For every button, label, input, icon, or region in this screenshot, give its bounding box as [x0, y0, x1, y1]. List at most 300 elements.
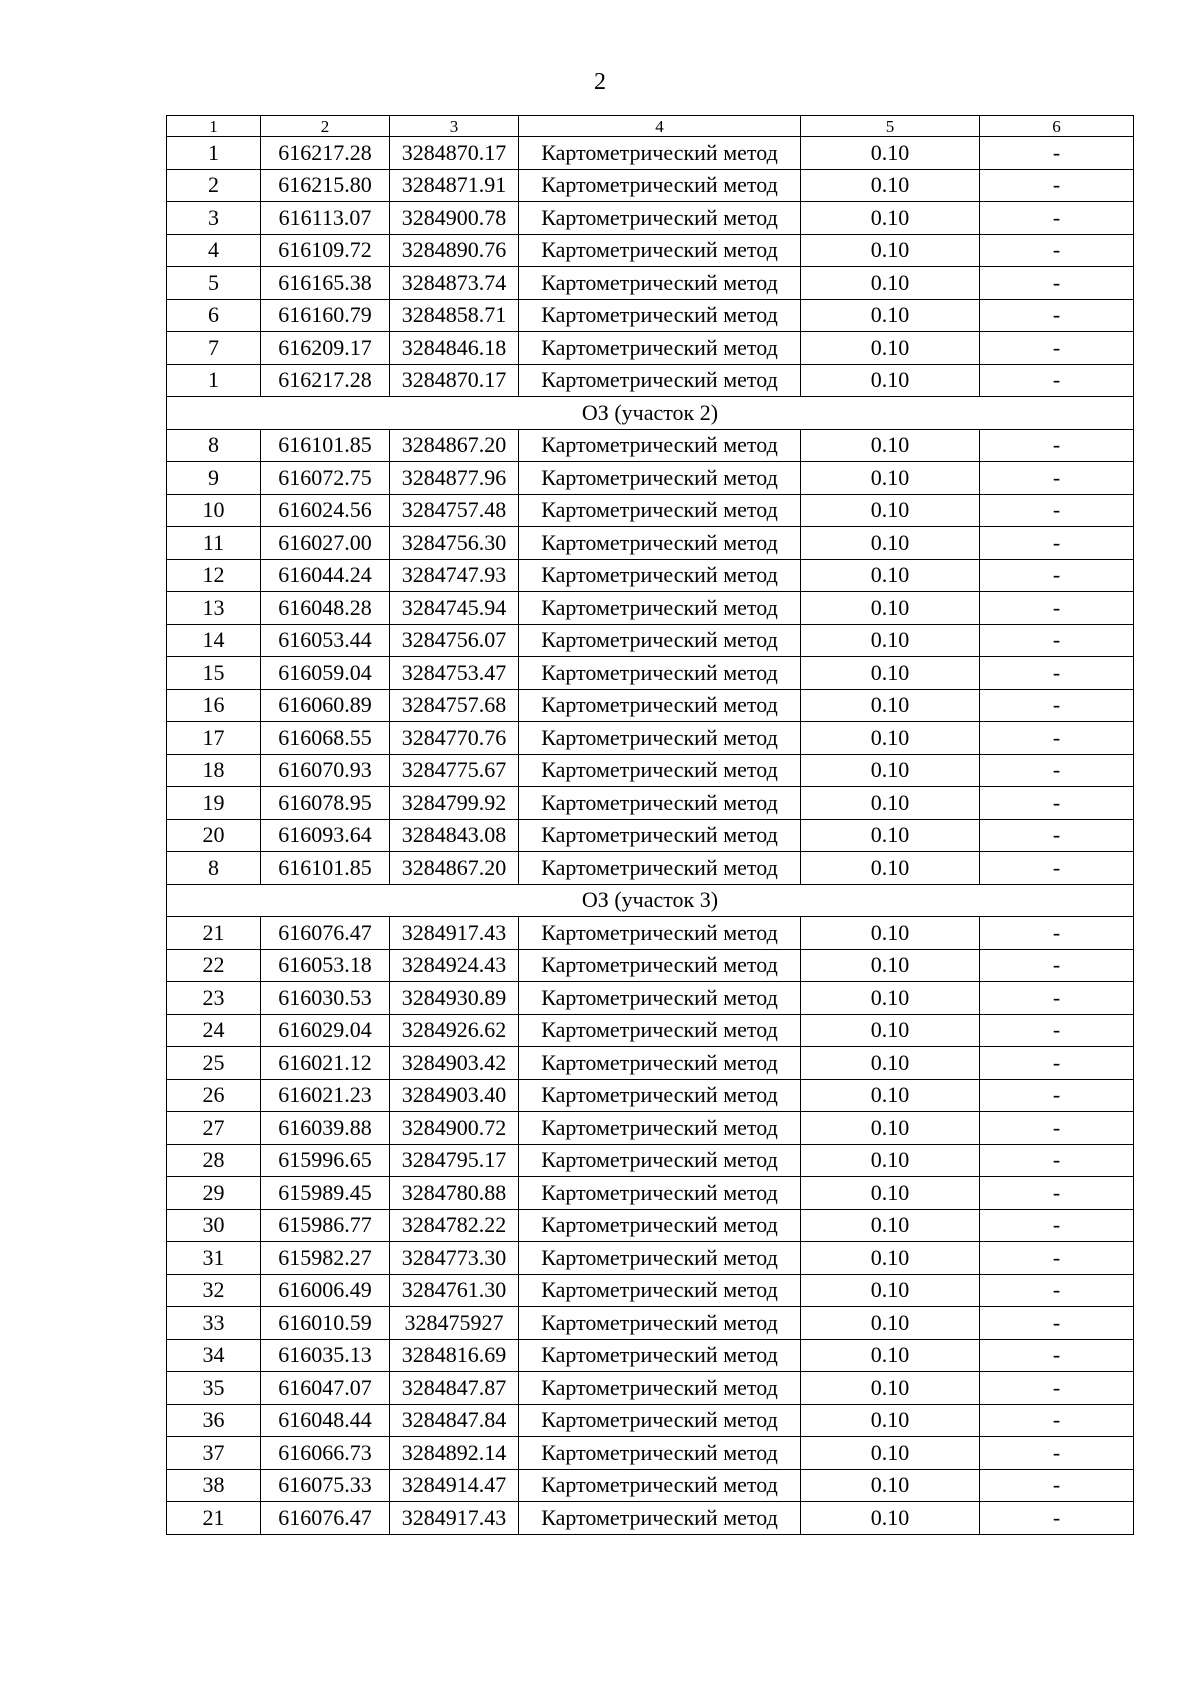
- point-number-cell: 21: [167, 917, 261, 950]
- header-cell: 6: [980, 116, 1134, 137]
- point-number-cell: 6: [167, 299, 261, 332]
- table-row: [167, 1372, 1134, 1405]
- x-coordinate-cell: 616217.28: [261, 364, 390, 397]
- table-row: [167, 624, 1134, 657]
- table-row: [167, 299, 1134, 332]
- point-number-cell: 30: [167, 1209, 261, 1242]
- table-row: [167, 1339, 1134, 1372]
- accuracy-cell: 0.10: [801, 1469, 980, 1502]
- table-row: [167, 234, 1134, 267]
- note-cell: -: [980, 1307, 1134, 1340]
- method-cell: Картометрический метод: [519, 1047, 801, 1080]
- note-cell: -: [980, 169, 1134, 202]
- point-number-cell: 5: [167, 267, 261, 300]
- table-row: [167, 1079, 1134, 1112]
- point-number-cell: 21: [167, 1502, 261, 1535]
- point-number-cell: 31: [167, 1242, 261, 1275]
- method-cell: Картометрический метод: [519, 202, 801, 235]
- accuracy-cell: 0.10: [801, 624, 980, 657]
- point-number-cell: 35: [167, 1372, 261, 1405]
- accuracy-cell: 0.10: [801, 462, 980, 495]
- accuracy-cell: 0.10: [801, 1014, 980, 1047]
- method-cell: Картометрический метод: [519, 1144, 801, 1177]
- method-cell: Картометрический метод: [519, 982, 801, 1015]
- point-number-cell: 8: [167, 429, 261, 462]
- method-cell: Картометрический метод: [519, 624, 801, 657]
- x-coordinate-cell: 616029.04: [261, 1014, 390, 1047]
- point-number-cell: 11: [167, 527, 261, 560]
- y-coordinate-cell: 3284847.84: [390, 1404, 519, 1437]
- y-coordinate-cell: 3284903.42: [390, 1047, 519, 1080]
- y-coordinate-cell: 3284775.67: [390, 754, 519, 787]
- section-title-row: [167, 397, 1134, 430]
- y-coordinate-cell: 3284770.76: [390, 722, 519, 755]
- table-row: [167, 462, 1134, 495]
- y-coordinate-cell: 3284871.91: [390, 169, 519, 202]
- table-row: [167, 1404, 1134, 1437]
- accuracy-cell: 0.10: [801, 1307, 980, 1340]
- x-coordinate-cell: 616044.24: [261, 559, 390, 592]
- point-number-cell: 14: [167, 624, 261, 657]
- y-coordinate-cell: 3284914.47: [390, 1469, 519, 1502]
- note-cell: -: [980, 1502, 1134, 1535]
- header-cell: 2: [261, 116, 390, 137]
- table-row: [167, 852, 1134, 885]
- accuracy-cell: 0.10: [801, 982, 980, 1015]
- accuracy-cell: 0.10: [801, 1047, 980, 1080]
- note-cell: -: [980, 787, 1134, 820]
- point-number-cell: 9: [167, 462, 261, 495]
- x-coordinate-cell: 615996.65: [261, 1144, 390, 1177]
- point-number-cell: 28: [167, 1144, 261, 1177]
- y-coordinate-cell: 3284900.72: [390, 1112, 519, 1145]
- accuracy-cell: 0.10: [801, 299, 980, 332]
- accuracy-cell: 0.10: [801, 949, 980, 982]
- accuracy-cell: 0.10: [801, 1404, 980, 1437]
- header-cell: 4: [519, 116, 801, 137]
- point-number-cell: 26: [167, 1079, 261, 1112]
- x-coordinate-cell: 616027.00: [261, 527, 390, 560]
- point-number-cell: 23: [167, 982, 261, 1015]
- x-coordinate-cell: 616093.64: [261, 819, 390, 852]
- table-row: [167, 657, 1134, 690]
- accuracy-cell: 0.10: [801, 1372, 980, 1405]
- method-cell: Картометрический метод: [519, 1209, 801, 1242]
- x-coordinate-cell: 616215.80: [261, 169, 390, 202]
- table-row: [167, 1209, 1134, 1242]
- point-number-cell: 3: [167, 202, 261, 235]
- method-cell: Картометрический метод: [519, 462, 801, 495]
- y-coordinate-cell: 3284757.68: [390, 689, 519, 722]
- point-number-cell: 32: [167, 1274, 261, 1307]
- coordinates-table: [166, 115, 1134, 1535]
- accuracy-cell: 0.10: [801, 689, 980, 722]
- table-row: [167, 1307, 1134, 1340]
- accuracy-cell: 0.10: [801, 1079, 980, 1112]
- x-coordinate-cell: 615986.77: [261, 1209, 390, 1242]
- point-number-cell: 15: [167, 657, 261, 690]
- method-cell: Картометрический метод: [519, 1372, 801, 1405]
- table-row: [167, 722, 1134, 755]
- note-cell: -: [980, 429, 1134, 462]
- table-row: [167, 267, 1134, 300]
- x-coordinate-cell: 616021.12: [261, 1047, 390, 1080]
- table-row: [167, 494, 1134, 527]
- table-row: [167, 1177, 1134, 1210]
- method-cell: Картометрический метод: [519, 137, 801, 170]
- y-coordinate-cell: 3284757.48: [390, 494, 519, 527]
- x-coordinate-cell: 616030.53: [261, 982, 390, 1015]
- y-coordinate-cell: 3284745.94: [390, 592, 519, 625]
- accuracy-cell: 0.10: [801, 1502, 980, 1535]
- accuracy-cell: 0.10: [801, 202, 980, 235]
- x-coordinate-cell: 616209.17: [261, 332, 390, 365]
- accuracy-cell: 0.10: [801, 169, 980, 202]
- accuracy-cell: 0.10: [801, 1209, 980, 1242]
- table-row: [167, 1144, 1134, 1177]
- note-cell: -: [980, 559, 1134, 592]
- point-number-cell: 19: [167, 787, 261, 820]
- note-cell: -: [980, 657, 1134, 690]
- note-cell: -: [980, 1372, 1134, 1405]
- method-cell: Картометрический метод: [519, 559, 801, 592]
- y-coordinate-cell: 3284847.87: [390, 1372, 519, 1405]
- accuracy-cell: 0.10: [801, 234, 980, 267]
- note-cell: -: [980, 202, 1134, 235]
- y-coordinate-cell: 3284924.43: [390, 949, 519, 982]
- table-row: [167, 429, 1134, 462]
- accuracy-cell: 0.10: [801, 1437, 980, 1470]
- point-number-cell: 17: [167, 722, 261, 755]
- x-coordinate-cell: 615982.27: [261, 1242, 390, 1275]
- method-cell: Картометрический метод: [519, 1469, 801, 1502]
- note-cell: -: [980, 1112, 1134, 1145]
- y-coordinate-cell: 3284773.30: [390, 1242, 519, 1275]
- table-row: [167, 592, 1134, 625]
- table-row: [167, 787, 1134, 820]
- method-cell: Картометрический метод: [519, 1014, 801, 1047]
- table-row: [167, 1274, 1134, 1307]
- x-coordinate-cell: 616068.55: [261, 722, 390, 755]
- table-row: [167, 332, 1134, 365]
- note-cell: -: [980, 527, 1134, 560]
- note-cell: -: [980, 1014, 1134, 1047]
- x-coordinate-cell: 616035.13: [261, 1339, 390, 1372]
- method-cell: Картометрический метод: [519, 787, 801, 820]
- method-cell: Картометрический метод: [519, 754, 801, 787]
- point-number-cell: 24: [167, 1014, 261, 1047]
- accuracy-cell: 0.10: [801, 852, 980, 885]
- method-cell: Картометрический метод: [519, 429, 801, 462]
- note-cell: -: [980, 299, 1134, 332]
- note-cell: -: [980, 949, 1134, 982]
- y-coordinate-cell: 3284900.78: [390, 202, 519, 235]
- header-cell: 1: [167, 116, 261, 137]
- y-coordinate-cell: 3284747.93: [390, 559, 519, 592]
- note-cell: -: [980, 137, 1134, 170]
- point-number-cell: 25: [167, 1047, 261, 1080]
- header-cell: 3: [390, 116, 519, 137]
- method-cell: Картометрический метод: [519, 819, 801, 852]
- y-coordinate-cell: 3284867.20: [390, 852, 519, 885]
- y-coordinate-cell: 3284870.17: [390, 137, 519, 170]
- note-cell: -: [980, 624, 1134, 657]
- header-cell: 5: [801, 116, 980, 137]
- point-number-cell: 37: [167, 1437, 261, 1470]
- table-row: [167, 1242, 1134, 1275]
- note-cell: -: [980, 1242, 1134, 1275]
- note-cell: -: [980, 982, 1134, 1015]
- method-cell: Картометрический метод: [519, 1112, 801, 1145]
- table-row: [167, 169, 1134, 202]
- accuracy-cell: 0.10: [801, 1144, 980, 1177]
- note-cell: -: [980, 1047, 1134, 1080]
- x-coordinate-cell: 616048.28: [261, 592, 390, 625]
- accuracy-cell: 0.10: [801, 1242, 980, 1275]
- accuracy-cell: 0.10: [801, 592, 980, 625]
- y-coordinate-cell: 3284799.92: [390, 787, 519, 820]
- table-header-row: [167, 116, 1134, 137]
- table-row: [167, 202, 1134, 235]
- point-number-cell: 8: [167, 852, 261, 885]
- method-cell: Картометрический метод: [519, 1079, 801, 1112]
- note-cell: -: [980, 332, 1134, 365]
- y-coordinate-cell: 3284782.22: [390, 1209, 519, 1242]
- y-coordinate-cell: 328475927: [390, 1307, 519, 1340]
- method-cell: Картометрический метод: [519, 1437, 801, 1470]
- table-row: [167, 364, 1134, 397]
- point-number-cell: 36: [167, 1404, 261, 1437]
- accuracy-cell: 0.10: [801, 559, 980, 592]
- x-coordinate-cell: 616024.56: [261, 494, 390, 527]
- y-coordinate-cell: 3284892.14: [390, 1437, 519, 1470]
- y-coordinate-cell: 3284867.20: [390, 429, 519, 462]
- section-title: ОЗ (участок 3): [167, 884, 1134, 917]
- method-cell: Картометрический метод: [519, 657, 801, 690]
- accuracy-cell: 0.10: [801, 1274, 980, 1307]
- x-coordinate-cell: 616053.18: [261, 949, 390, 982]
- point-number-cell: 38: [167, 1469, 261, 1502]
- table-row: [167, 917, 1134, 950]
- method-cell: Картометрический метод: [519, 169, 801, 202]
- point-number-cell: 16: [167, 689, 261, 722]
- table-row: [167, 754, 1134, 787]
- x-coordinate-cell: 616075.33: [261, 1469, 390, 1502]
- accuracy-cell: 0.10: [801, 429, 980, 462]
- method-cell: Картометрический метод: [519, 1404, 801, 1437]
- table-row: [167, 689, 1134, 722]
- accuracy-cell: 0.10: [801, 722, 980, 755]
- point-number-cell: 1: [167, 137, 261, 170]
- section-title-row: [167, 884, 1134, 917]
- method-cell: Картометрический метод: [519, 267, 801, 300]
- y-coordinate-cell: 3284761.30: [390, 1274, 519, 1307]
- y-coordinate-cell: 3284780.88: [390, 1177, 519, 1210]
- x-coordinate-cell: 616101.85: [261, 429, 390, 462]
- x-coordinate-cell: 616101.85: [261, 852, 390, 885]
- y-coordinate-cell: 3284846.18: [390, 332, 519, 365]
- y-coordinate-cell: 3284870.17: [390, 364, 519, 397]
- table-row: [167, 1014, 1134, 1047]
- accuracy-cell: 0.10: [801, 657, 980, 690]
- x-coordinate-cell: 616021.23: [261, 1079, 390, 1112]
- note-cell: -: [980, 1469, 1134, 1502]
- note-cell: -: [980, 819, 1134, 852]
- note-cell: -: [980, 1079, 1134, 1112]
- y-coordinate-cell: 3284926.62: [390, 1014, 519, 1047]
- table-row: [167, 559, 1134, 592]
- x-coordinate-cell: 616066.73: [261, 1437, 390, 1470]
- y-coordinate-cell: 3284930.89: [390, 982, 519, 1015]
- x-coordinate-cell: 616070.93: [261, 754, 390, 787]
- point-number-cell: 1: [167, 364, 261, 397]
- y-coordinate-cell: 3284858.71: [390, 299, 519, 332]
- point-number-cell: 12: [167, 559, 261, 592]
- point-number-cell: 2: [167, 169, 261, 202]
- x-coordinate-cell: 616010.59: [261, 1307, 390, 1340]
- point-number-cell: 22: [167, 949, 261, 982]
- x-coordinate-cell: 616053.44: [261, 624, 390, 657]
- accuracy-cell: 0.10: [801, 137, 980, 170]
- x-coordinate-cell: 616076.47: [261, 1502, 390, 1535]
- point-number-cell: 10: [167, 494, 261, 527]
- x-coordinate-cell: 616039.88: [261, 1112, 390, 1145]
- note-cell: -: [980, 1437, 1134, 1470]
- note-cell: -: [980, 722, 1134, 755]
- x-coordinate-cell: 616078.95: [261, 787, 390, 820]
- accuracy-cell: 0.10: [801, 364, 980, 397]
- x-coordinate-cell: 616165.38: [261, 267, 390, 300]
- x-coordinate-cell: 616006.49: [261, 1274, 390, 1307]
- y-coordinate-cell: 3284816.69: [390, 1339, 519, 1372]
- table-row: [167, 1502, 1134, 1535]
- y-coordinate-cell: 3284873.74: [390, 267, 519, 300]
- note-cell: -: [980, 917, 1134, 950]
- x-coordinate-cell: 616160.79: [261, 299, 390, 332]
- accuracy-cell: 0.10: [801, 1177, 980, 1210]
- accuracy-cell: 0.10: [801, 1112, 980, 1145]
- method-cell: Картометрический метод: [519, 1307, 801, 1340]
- table-body: [167, 116, 1134, 1535]
- note-cell: -: [980, 1209, 1134, 1242]
- y-coordinate-cell: 3284877.96: [390, 462, 519, 495]
- table-row: [167, 1469, 1134, 1502]
- x-coordinate-cell: 616048.44: [261, 1404, 390, 1437]
- method-cell: Картометрический метод: [519, 1177, 801, 1210]
- accuracy-cell: 0.10: [801, 1339, 980, 1372]
- point-number-cell: 27: [167, 1112, 261, 1145]
- table-row: [167, 527, 1134, 560]
- note-cell: -: [980, 754, 1134, 787]
- note-cell: -: [980, 364, 1134, 397]
- method-cell: Картометрический метод: [519, 689, 801, 722]
- point-number-cell: 29: [167, 1177, 261, 1210]
- x-coordinate-cell: 616060.89: [261, 689, 390, 722]
- y-coordinate-cell: 3284917.43: [390, 1502, 519, 1535]
- note-cell: -: [980, 494, 1134, 527]
- note-cell: -: [980, 1339, 1134, 1372]
- note-cell: -: [980, 592, 1134, 625]
- method-cell: Картометрический метод: [519, 722, 801, 755]
- y-coordinate-cell: 3284756.07: [390, 624, 519, 657]
- y-coordinate-cell: 3284753.47: [390, 657, 519, 690]
- method-cell: Картометрический метод: [519, 494, 801, 527]
- method-cell: Картометрический метод: [519, 234, 801, 267]
- accuracy-cell: 0.10: [801, 332, 980, 365]
- accuracy-cell: 0.10: [801, 917, 980, 950]
- section-title: ОЗ (участок 2): [167, 397, 1134, 430]
- y-coordinate-cell: 3284917.43: [390, 917, 519, 950]
- x-coordinate-cell: 616072.75: [261, 462, 390, 495]
- x-coordinate-cell: 616113.07: [261, 202, 390, 235]
- y-coordinate-cell: 3284795.17: [390, 1144, 519, 1177]
- accuracy-cell: 0.10: [801, 787, 980, 820]
- accuracy-cell: 0.10: [801, 527, 980, 560]
- y-coordinate-cell: 3284890.76: [390, 234, 519, 267]
- method-cell: Картометрический метод: [519, 852, 801, 885]
- x-coordinate-cell: 615989.45: [261, 1177, 390, 1210]
- method-cell: Картометрический метод: [519, 592, 801, 625]
- x-coordinate-cell: 616076.47: [261, 917, 390, 950]
- point-number-cell: 18: [167, 754, 261, 787]
- method-cell: Картометрический метод: [519, 1274, 801, 1307]
- page-number: 2: [594, 69, 606, 95]
- table-row: [167, 949, 1134, 982]
- point-number-cell: 7: [167, 332, 261, 365]
- note-cell: -: [980, 462, 1134, 495]
- method-cell: Картометрический метод: [519, 1502, 801, 1535]
- x-coordinate-cell: 616059.04: [261, 657, 390, 690]
- note-cell: -: [980, 234, 1134, 267]
- note-cell: -: [980, 267, 1134, 300]
- x-coordinate-cell: 616109.72: [261, 234, 390, 267]
- method-cell: Картометрический метод: [519, 949, 801, 982]
- y-coordinate-cell: 3284756.30: [390, 527, 519, 560]
- accuracy-cell: 0.10: [801, 819, 980, 852]
- table-row: [167, 982, 1134, 1015]
- method-cell: Картометрический метод: [519, 1242, 801, 1275]
- method-cell: Картометрический метод: [519, 332, 801, 365]
- note-cell: -: [980, 1404, 1134, 1437]
- note-cell: -: [980, 689, 1134, 722]
- accuracy-cell: 0.10: [801, 267, 980, 300]
- x-coordinate-cell: 616217.28: [261, 137, 390, 170]
- point-number-cell: 13: [167, 592, 261, 625]
- point-number-cell: 33: [167, 1307, 261, 1340]
- table-row: [167, 1437, 1134, 1470]
- y-coordinate-cell: 3284843.08: [390, 819, 519, 852]
- table-row: [167, 137, 1134, 170]
- point-number-cell: 34: [167, 1339, 261, 1372]
- table-row: [167, 819, 1134, 852]
- point-number-cell: 20: [167, 819, 261, 852]
- method-cell: Картометрический метод: [519, 364, 801, 397]
- table-row: [167, 1112, 1134, 1145]
- accuracy-cell: 0.10: [801, 754, 980, 787]
- table-row: [167, 1047, 1134, 1080]
- point-number-cell: 4: [167, 234, 261, 267]
- note-cell: -: [980, 1274, 1134, 1307]
- method-cell: Картометрический метод: [519, 917, 801, 950]
- accuracy-cell: 0.10: [801, 494, 980, 527]
- method-cell: Картометрический метод: [519, 527, 801, 560]
- note-cell: -: [980, 1144, 1134, 1177]
- note-cell: -: [980, 1177, 1134, 1210]
- method-cell: Картометрический метод: [519, 1339, 801, 1372]
- note-cell: -: [980, 852, 1134, 885]
- x-coordinate-cell: 616047.07: [261, 1372, 390, 1405]
- y-coordinate-cell: 3284903.40: [390, 1079, 519, 1112]
